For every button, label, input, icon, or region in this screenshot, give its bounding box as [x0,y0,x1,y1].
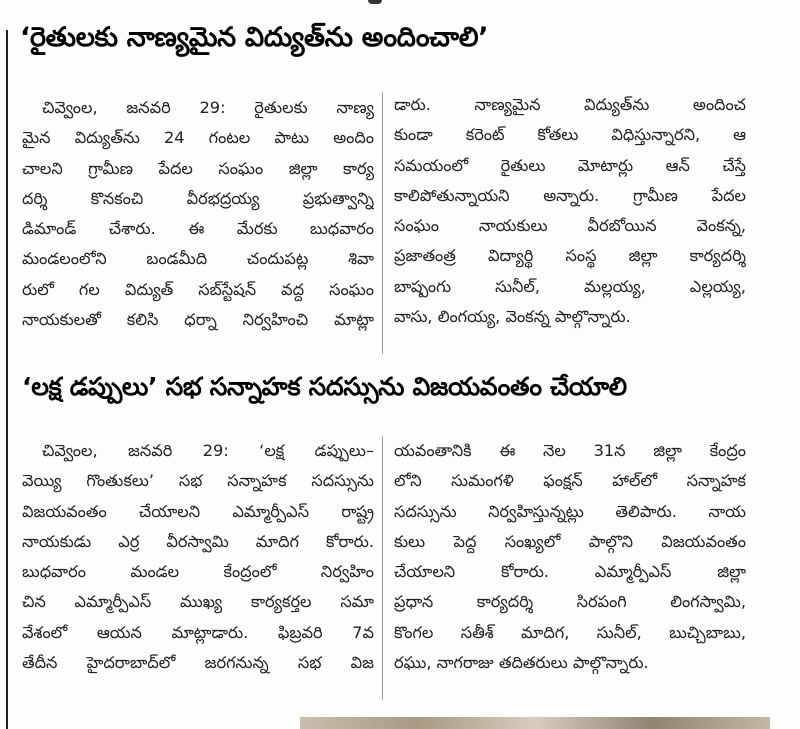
text-line: చివ్వెంల, జనవరి 29: రైతులకు నాణ్య [42,98,374,117]
text-line: వెయ్యి గొంతుకలు’ సభ సన్నాహక సదస్సును [22,471,374,491]
article2-headline: ‘లక్ష డప్పులు’ సభ సన్నాహక సదస్సును విజయవంతం చేయాలి [22,372,627,401]
text-line: నాయకుడు ఎర్ర వీరస్వామి మాదిగ కోరారు. [22,531,374,551]
text-line: తేదీన హైదరాబాద్‌లో జరగనున్న సభ విజ [22,653,374,673]
text-line: సదస్సును నిర్వహిస్తున్నట్లు తెలిపారు. నాయ [394,501,746,521]
text-line: చివ్వెంల, జనవరి 29: ‘లక్ష డప్పులు– [42,441,374,460]
text-line: కుండా కరెంట్ కోతలు విధిస్తున్నారని, ఆ [394,125,746,145]
article1-headline: ‘రైతులకు నాణ్యమైన విద్యుత్‌ను అందించాలి’ [20,22,489,53]
column-divider [382,436,383,700]
top-edge-mark [368,0,382,4]
text-line: చాలని గ్రామీణ పేదల సంఘం జిల్లా కార్య [22,158,374,178]
left-margin-rule [6,30,8,729]
text-line: నాయకులతో కలిసి ధర్నా నిర్వహించి మాట్లా [22,310,374,330]
text-line: సంఘం నాయకులు వీరబోయిన వెంకన్న, [394,216,746,236]
column-divider [382,92,383,354]
text-line: మండలంలోని బండమీది చందుపట్ల శివా [22,249,374,269]
next-headline-fragment [108,717,278,729]
article2-column-right [394,436,746,678]
article1-column-left [22,93,374,335]
text-line: వాసు, లింగయ్య, వెంకన్న పాల్గొన్నారు. [394,307,631,327]
text-line: డారు. నాణ్యమైన విద్యుత్‌ను అందించ [394,95,746,114]
text-line: ప్రజాతంత్ర విద్యార్థి సంస్థ జిల్లా కార్యదర్శి [394,246,746,266]
text-line: ప్రధాన కార్యదర్శి సిరపంగి లింగస్వామి, [394,592,746,612]
text-line: చేయాలని కోరారు. ఎమ్మార్పీఎస్ జిల్లా [394,562,746,582]
text-line: వేశంలో ఆయన మాట్లాడారు. ఫిబ్రవరి 7వ [22,622,374,642]
article2-column-left [22,436,374,678]
text-line: దర్శి కొనకంచి వీరభద్రయ్య ప్రభుత్వాన్ని [22,188,374,208]
text-line: చిన ఎమ్మార్పీఎస్ ముఖ్య కార్యకర్తల సమా [22,592,374,612]
text-line: విజయవంతం చేయాలని ఎమ్మార్పీఎస్ రాష్ట్ర [22,501,374,521]
text-line: కులు పెద్ద సంఖ్యలో పాల్గొని విజయవంతం [394,531,746,551]
text-line: కాలిపోతున్నాయని అన్నారు. గ్రామీణ పేదల [394,185,746,205]
photo-edge [300,717,770,729]
article1-column-right [394,90,746,332]
text-line: కొంగల సతీశ్ మాదిగ, సునీల్, బుచ్చిబాబు, [394,622,746,642]
text-line: రులో గల విద్యుత్ సబ్‌స్టేషన్ వద్ద సంఘం [22,279,374,299]
text-line: బాష్పంగు సునీల్, మల్లయ్య, ఎల్లయ్య, [394,276,746,296]
text-line: మైన విద్యుత్‌ను 24 గంటల పాటు అందిం [22,128,374,148]
text-line: సమయంలో రైతులు మోటార్లు ఆన్ చేస్తే [394,155,746,175]
text-line: లోని సుమంగళి ఫంక్షన్ హాల్‌లో సన్నాహక [394,471,746,491]
text-line: రఘు, నాగరాజు తదితరులు పాల్గొన్నారు. [394,653,649,673]
text-line: డిమాండ్ చేశారు. ఈ మేరకు బుధవారం [22,219,374,239]
text-line: యవంతానికి ఈ నెల 31న జిల్లా కేంద్రం [394,441,746,460]
text-line: బుధవారం మండల కేంద్రంలో నిర్వహిం [22,562,374,582]
